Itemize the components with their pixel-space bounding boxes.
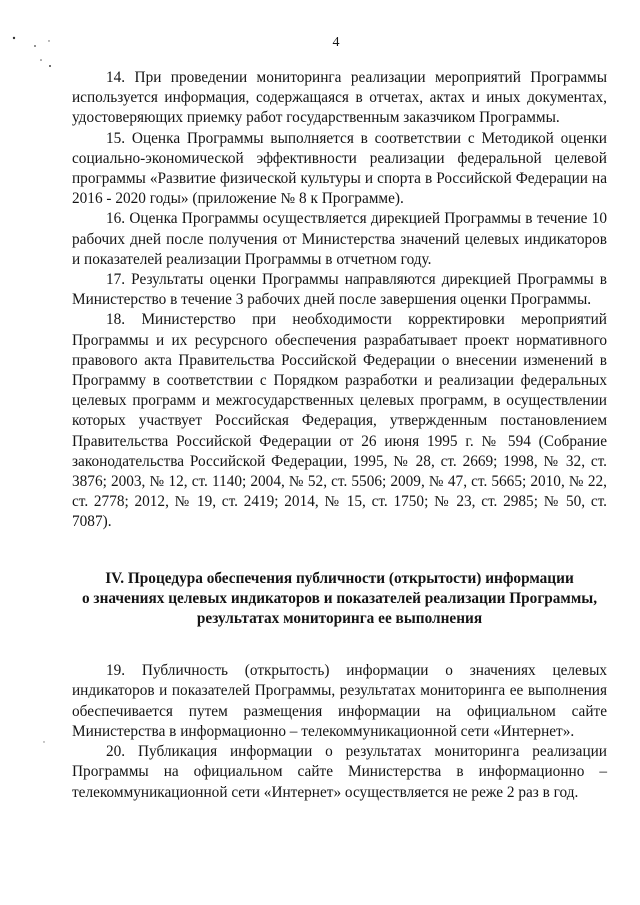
paragraph-18: 18. Министерство при необходимости корректировки мероприятий Программы и их ресурсного обеспечения разрабатывает проект нормативного правового акта Правительства Российской Федерации о внесении изменений в Программу в соответствии с Порядком разработки и реализации федеральных целевых программ и межгосударственных целевых программ, в осуществлении которых участвует Российская Федерация, утвержденным постановлением Правительства Российской Федерации от 26 июня 1995 г. № 594 (Собрание законодательства Российской Федерации, 1995, № 28, ст. 2669; 1998, № 32, ст. 3876; 2003, № 12, ст. 1140; 2004, № 52, ст. 5506; 2009, № 47, ст. 5665; 2010, № 22, ст. 2778; 2012, № 19, ст. 2419; 2014, № 15, ст. 1750; № 23, ст. 2985; № 50, ст. 7087).	[72, 311, 607, 531]
document-body	[72, 68, 607, 803]
paragraph-17: 17. Результаты оценки Программы направляются дирекцией Программы в Министерство в течение 3 рабочих дней после завершения оценки Программы.	[72, 271, 607, 309]
section-heading	[72, 569, 607, 630]
section-heading-line-3: результатах мониторинга ее выполнения	[196, 610, 483, 628]
paragraph-19: 19. Публичность (открытость) информации о значениях целевых индикаторов и показателей Программы, результатах мониторинга ее выполнения обеспечивается путем размещения информации на официальном сайте Министерства в информационно – телекоммуникационной сети «Интернет».	[72, 662, 607, 740]
section-heading-line-2: о значениях целевых индикаторов и показателей реализации Программы,	[81, 589, 598, 607]
paragraph-15: 15. Оценка Программы выполняется в соответствии с Методикой оценки социально-экономической эффективности реализации федеральной целевой программы «Развитие физической культуры и спорта в Российской Федерации на 2016 - 2020 годы» (приложение № 8 к Программе).	[72, 129, 607, 208]
paragraph-16: 16. Оценка Программы осуществляется дирекцией Программы в течение 10 рабочих дней после получения от Министерства значений целевых индикаторов и показателей реализации Программы в отчетном году.	[72, 210, 607, 268]
paragraph-14: 14. При проведении мониторинга реализации мероприятий Программы используется информация, содержащаяся в отчетах, актах и иных документах, удостоверяющих приемку работ государственным заказчиком Программы.	[72, 69, 607, 127]
section-heading-line-1: IV. Процедура обеспечения публичности (открытости) информации	[105, 569, 574, 587]
paragraph-20: 20. Публикация информации о результатах мониторинга реализации Программы на официальном сайте Министерства в информационно – телекоммуникационной сети «Интернет» осуществляется не реже 2 раз в год.	[72, 743, 607, 801]
page-number: 4	[332, 35, 340, 50]
